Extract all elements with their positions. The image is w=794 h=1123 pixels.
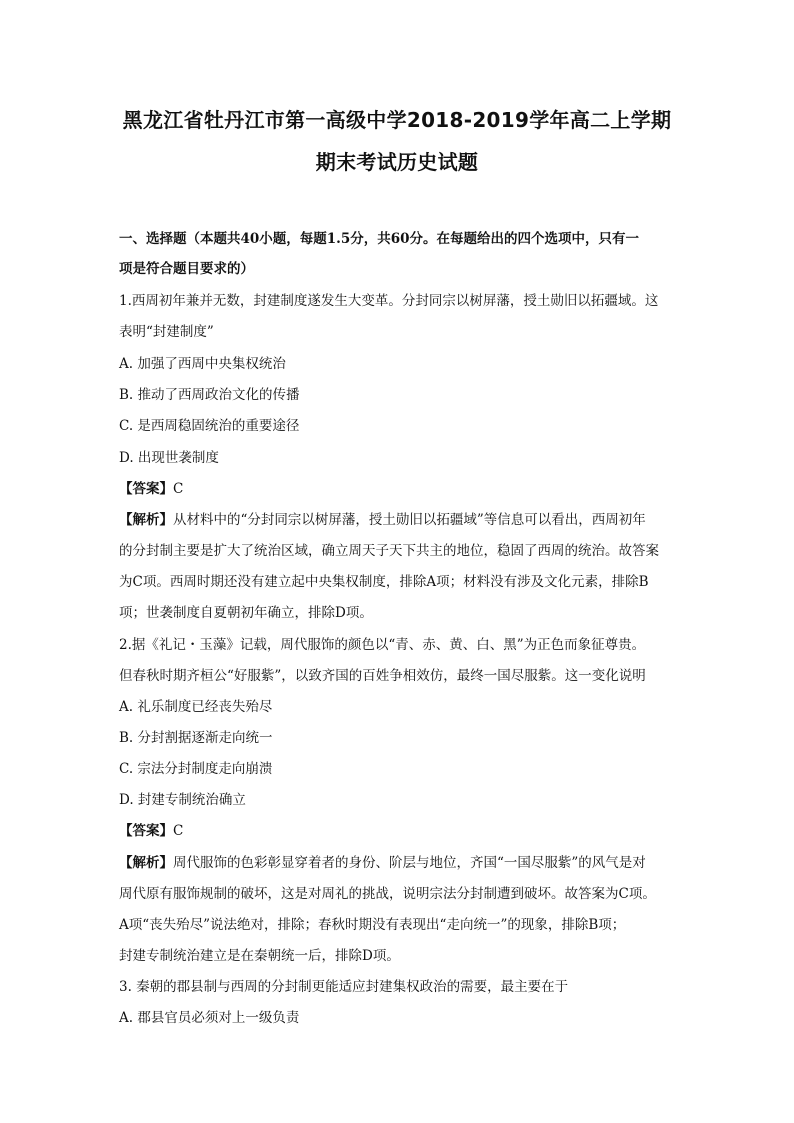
q2-option-b: B. 分封割据逐渐走向统一 xyxy=(119,730,273,746)
q1-answer xyxy=(119,479,689,499)
q2-analysis-line4: 封建专制统治建立是在秦朝统一后，排除D项。 xyxy=(119,948,400,964)
q2-stem-cont: 但春秋时期齐桓公“好服紫”，以致齐国的百姓争相效仿，最终一国尽服紫。这一变化说明 xyxy=(119,668,646,684)
q3-stem: 3. 秦朝的郡县制与西周的分封制更能适应封建集权政治的需要，最主要在于 xyxy=(119,979,569,995)
analysis-label: 【解析】 xyxy=(119,855,173,871)
document-subtitle: 期末考试历史试题 xyxy=(315,150,479,174)
section-heading: 一、选择题（本题共40小题，每题1.5分，共60分。在每题给出的四个选项中，只有一 xyxy=(119,231,640,247)
q1-analysis-line2: 的分封制主要是扩大了统治区域，确立周天子天下共主的地位，稳固了西周的统治。故答案 xyxy=(119,543,659,559)
analysis-text: 周代服饰的色彩彰显穿着者的身份、阶层与地位，齐国“一国尽服紫”的风气是对 xyxy=(173,855,646,871)
q1-stem-cont: 表明“封建制度” xyxy=(119,324,214,340)
q2-option-a: A. 礼乐制度已经丧失殆尽 xyxy=(119,699,273,715)
q1-analysis-line3: 为C项。西周时期还没有建立起中央集权制度，排除A项；材料没有涉及文化元素，排除B xyxy=(119,574,649,590)
q2-stem: 2.据《礼记・玉藻》记载，周代服饰的颜色以“青、赤、黄、白、黑”为正色而象征尊贵。 xyxy=(119,637,646,653)
q2-option-c: C. 宗法分封制度走向崩溃 xyxy=(119,761,273,777)
section-heading-cont: 项是符合题目要求的） xyxy=(119,261,254,277)
answer-label: 【答案】 xyxy=(119,481,173,497)
answer-label: 【答案】 xyxy=(119,823,173,839)
q1-analysis-line4: 项；世袭制度自夏朝初年确立，排除D项。 xyxy=(119,605,373,621)
q1-option-b: B. 推动了西周政治文化的传播 xyxy=(119,387,300,403)
q2-analysis xyxy=(119,853,689,873)
q2-analysis-line3: A项“丧失殆尽”说法绝对，排除；春秋时期没有表现出“走向统一”的现象，排除B项； xyxy=(119,917,626,933)
analysis-text: 从材料中的“分封同宗以树屏藩，授土勋旧以拓疆域”等信息可以看出，西周初年 xyxy=(173,512,646,528)
analysis-label: 【解析】 xyxy=(119,512,173,528)
answer-value: C xyxy=(173,823,184,839)
q1-option-d: D. 出现世袭制度 xyxy=(119,450,219,466)
q2-option-d: D. 封建专制统治确立 xyxy=(119,792,246,808)
q1-stem: 1.西周初年兼并无数，封建制度遂发生大变革。分封同宗以树屏藩，授土勋旧以拓疆域。这 xyxy=(119,293,659,309)
q3-option-a: A. 郡县官员必须对上一级负责 xyxy=(119,1010,300,1026)
q2-answer xyxy=(119,821,689,841)
answer-value: C xyxy=(173,481,184,497)
q1-option-c: C. 是西周稳固统治的重要途径 xyxy=(119,418,300,434)
document-title: 黑龙江省牡丹江市第一高级中学2018-2019学年高二上学期 xyxy=(122,108,672,132)
q2-analysis-line2: 周代原有服饰规制的破坏，这是对周礼的挑战，说明宗法分封制遭到破坏。故答案为C项。 xyxy=(119,886,656,902)
q1-option-a: A. 加强了西周中央集权统治 xyxy=(119,356,286,372)
q1-analysis xyxy=(119,510,689,530)
